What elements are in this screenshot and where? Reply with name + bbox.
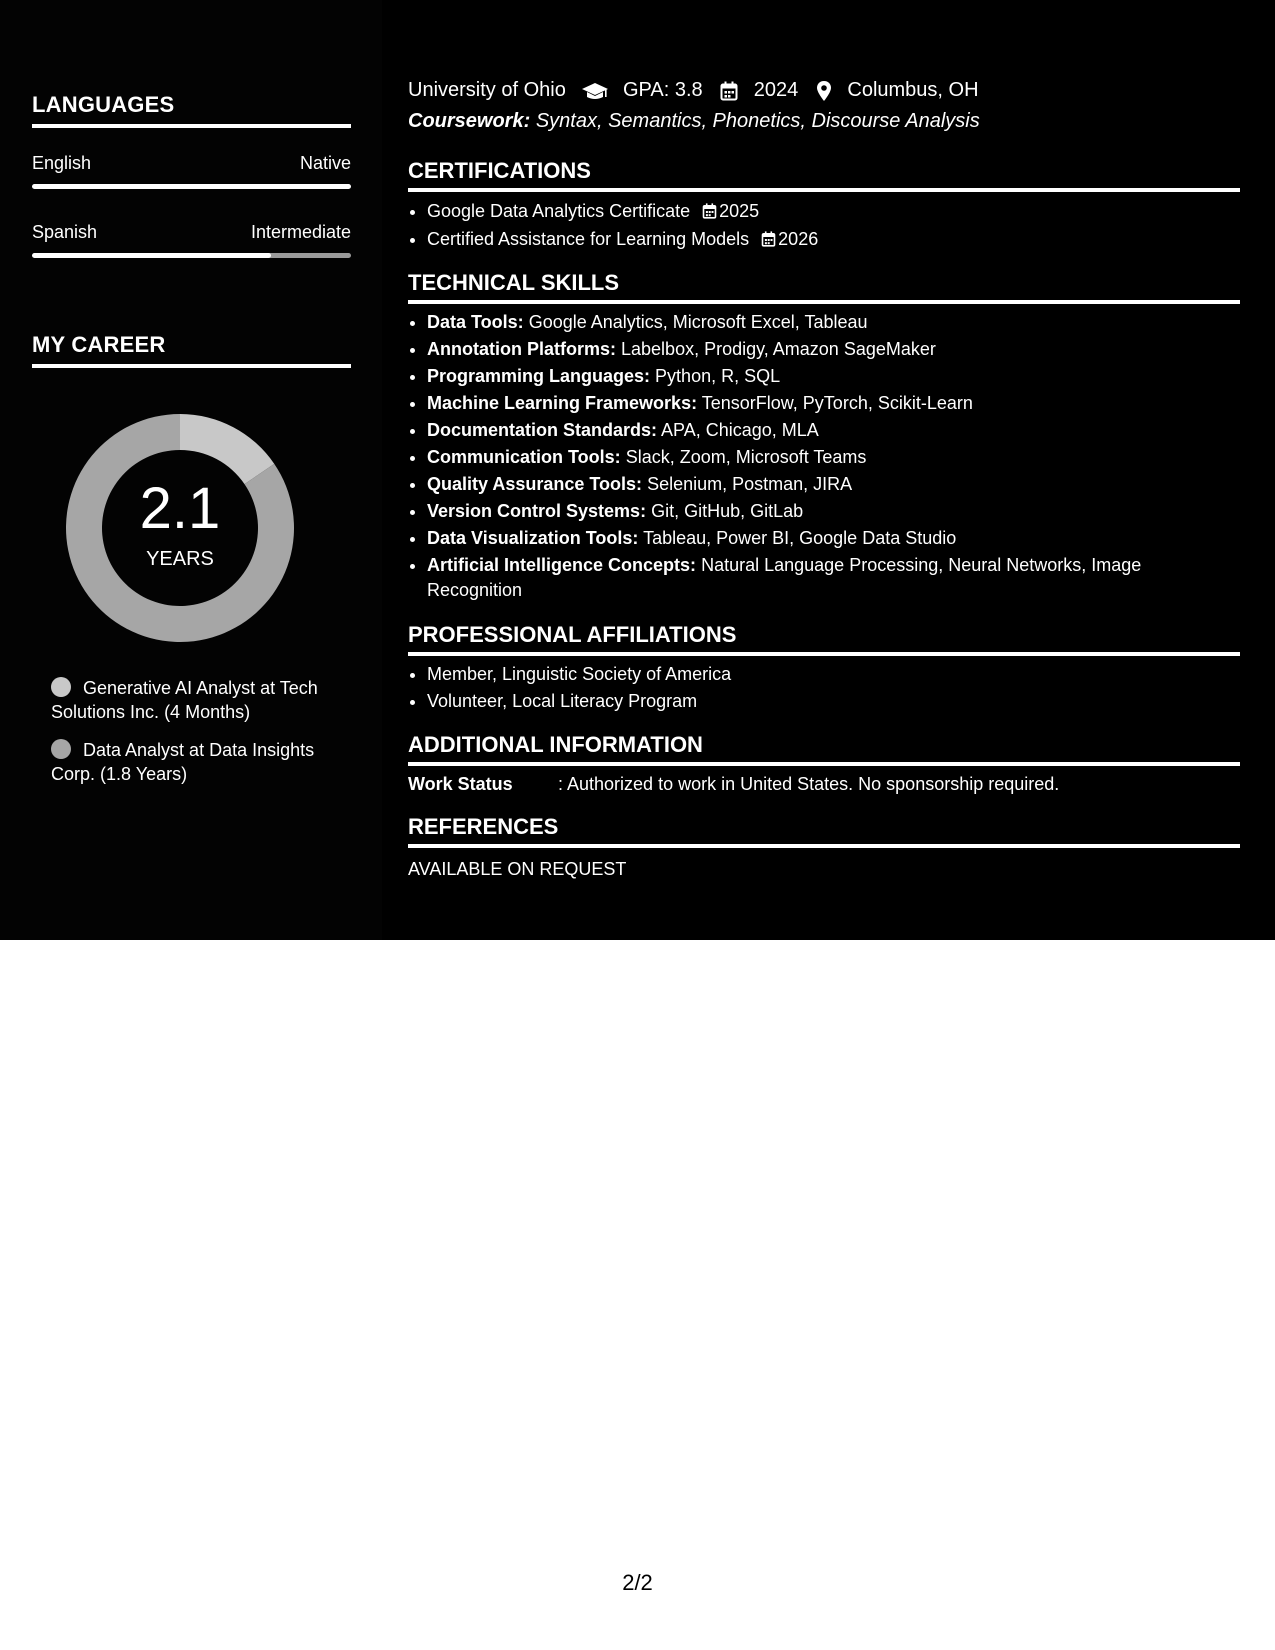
language-level: Native: [299, 153, 351, 173]
certification-year: 2026: [778, 229, 819, 249]
skill-category: Data Tools:: [427, 312, 524, 332]
skill-item: [427, 525, 1239, 552]
skill-values: Git, GitHub, GitLab: [651, 501, 804, 521]
career-legend-item: [51, 738, 351, 786]
education-year: 2024: [753, 79, 799, 102]
calendar-icon: [702, 203, 717, 219]
skill-item: [427, 471, 1239, 498]
additional-info-heading: ADDITIONAL INFORMATION: [408, 732, 1240, 766]
skill-values: Tableau, Power BI, Google Data Studio: [643, 528, 957, 548]
certification-name: Google Data Analytics Certificate: [427, 201, 691, 221]
skill-values: TensorFlow, PyTorch, Scikit-Learn: [701, 393, 973, 413]
skill-values: Google Analytics, Microsoft Excel, Tableau: [528, 312, 868, 332]
career-total-value: 2.1: [139, 476, 221, 541]
skill-category: Data Visualization Tools:: [427, 528, 639, 548]
skill-values: Slack, Zoom, Microsoft Teams: [625, 447, 867, 467]
skill-category: Machine Learning Frameworks:: [427, 393, 698, 413]
certification-year: 2025: [719, 201, 760, 221]
skill-category: Documentation Standards:: [427, 420, 658, 440]
certifications-heading: CERTIFICATIONS: [408, 158, 1240, 192]
skill-item: [427, 444, 1239, 471]
skill-values: Natural Language Processing, Neural Networks, Image Recognition: [427, 555, 1142, 600]
education-location: Columbus, OH: [847, 79, 979, 102]
coursework-list: Syntax, Semantics, Phonetics, Discourse Analysis: [535, 110, 980, 132]
skill-category: Artificial Intelligence Concepts:: [427, 555, 697, 575]
school-name: University of Ohio: [408, 79, 566, 102]
skill-category: Quality Assurance Tools:: [427, 474, 643, 494]
technical-skills-heading: TECHNICAL SKILLS: [408, 270, 1240, 304]
skill-category: Version Control Systems:: [427, 501, 647, 521]
language-proficiency-bar: [32, 253, 351, 258]
career-legend-item: [51, 676, 351, 724]
language-level: Intermediate: [250, 222, 351, 242]
skill-values: Labelbox, Prodigy, Amazon SageMaker: [621, 339, 936, 359]
language-name: English: [32, 153, 92, 173]
language-proficiency-fill: [32, 184, 351, 189]
languages-heading: LANGUAGES: [32, 92, 351, 128]
references-heading: REFERENCES: [408, 814, 1240, 848]
skill-item: [427, 498, 1239, 525]
career-donut-chart: [66, 414, 294, 642]
affiliation-item: • Member, Linguistic Society of America: [427, 661, 1239, 688]
calendar-icon: [761, 231, 776, 247]
skill-values: Python, R, SQL: [655, 366, 781, 386]
career-legend-label: Data Analyst at Data Insights Corp. (1.8 Years): [51, 740, 315, 784]
language-proficiency-bar: [32, 184, 351, 189]
skill-item: [427, 390, 1239, 417]
education-gpa: GPA: 3.8: [622, 79, 703, 102]
certification-name: Certified Assistance for Learning Models: [427, 229, 750, 249]
skill-item: [427, 553, 1239, 603]
career-legend-label: Generative AI Analyst at Tech Solutions Inc. (4 Months): [51, 678, 318, 722]
skill-item: [427, 417, 1239, 444]
calendar-icon: [720, 81, 738, 101]
language-name: Spanish: [32, 222, 98, 242]
skill-values: Selenium, Postman, JIRA: [647, 474, 853, 494]
work-status-label: Work Status: [408, 774, 513, 794]
certification-item: [427, 225, 1239, 253]
references-text: AVAILABLE ON REQUEST: [408, 859, 627, 879]
skill-item: [427, 336, 1239, 363]
skill-item: [427, 309, 1239, 336]
skill-category: Programming Languages:: [427, 366, 651, 386]
location-pin-icon: [816, 80, 832, 102]
graduation-cap-icon: [581, 81, 609, 101]
legend-dot-icon: [51, 739, 71, 759]
affiliations-list: [408, 661, 1239, 715]
sidebar: [0, 0, 382, 940]
work-status-value: : Authorized to work in United States. No sponsorship required.: [558, 774, 1060, 794]
skill-item: [427, 363, 1239, 390]
coursework-line: [408, 110, 980, 133]
coursework-label: Coursework:: [408, 110, 531, 132]
career-heading: MY CAREER: [32, 332, 351, 368]
legend-dot-icon: [51, 677, 71, 697]
page-number: 2/2: [622, 1570, 653, 1595]
skill-values: APA, Chicago, MLA: [661, 420, 819, 440]
work-status-row: [408, 774, 1059, 795]
skill-category: Annotation Platforms:: [427, 339, 616, 359]
affiliation-item: • Volunteer, Local Literacy Program: [427, 688, 1239, 715]
education-line: [408, 79, 979, 102]
career-total-unit: YEARS: [146, 548, 214, 570]
certifications-list: [408, 197, 1239, 253]
skill-category: Communication Tools:: [427, 447, 621, 467]
language-proficiency-fill: [32, 253, 271, 258]
affiliations-heading: PROFESSIONAL AFFILIATIONS: [408, 622, 1240, 656]
technical-skills-list: [408, 309, 1239, 603]
certification-item: [427, 197, 1239, 225]
